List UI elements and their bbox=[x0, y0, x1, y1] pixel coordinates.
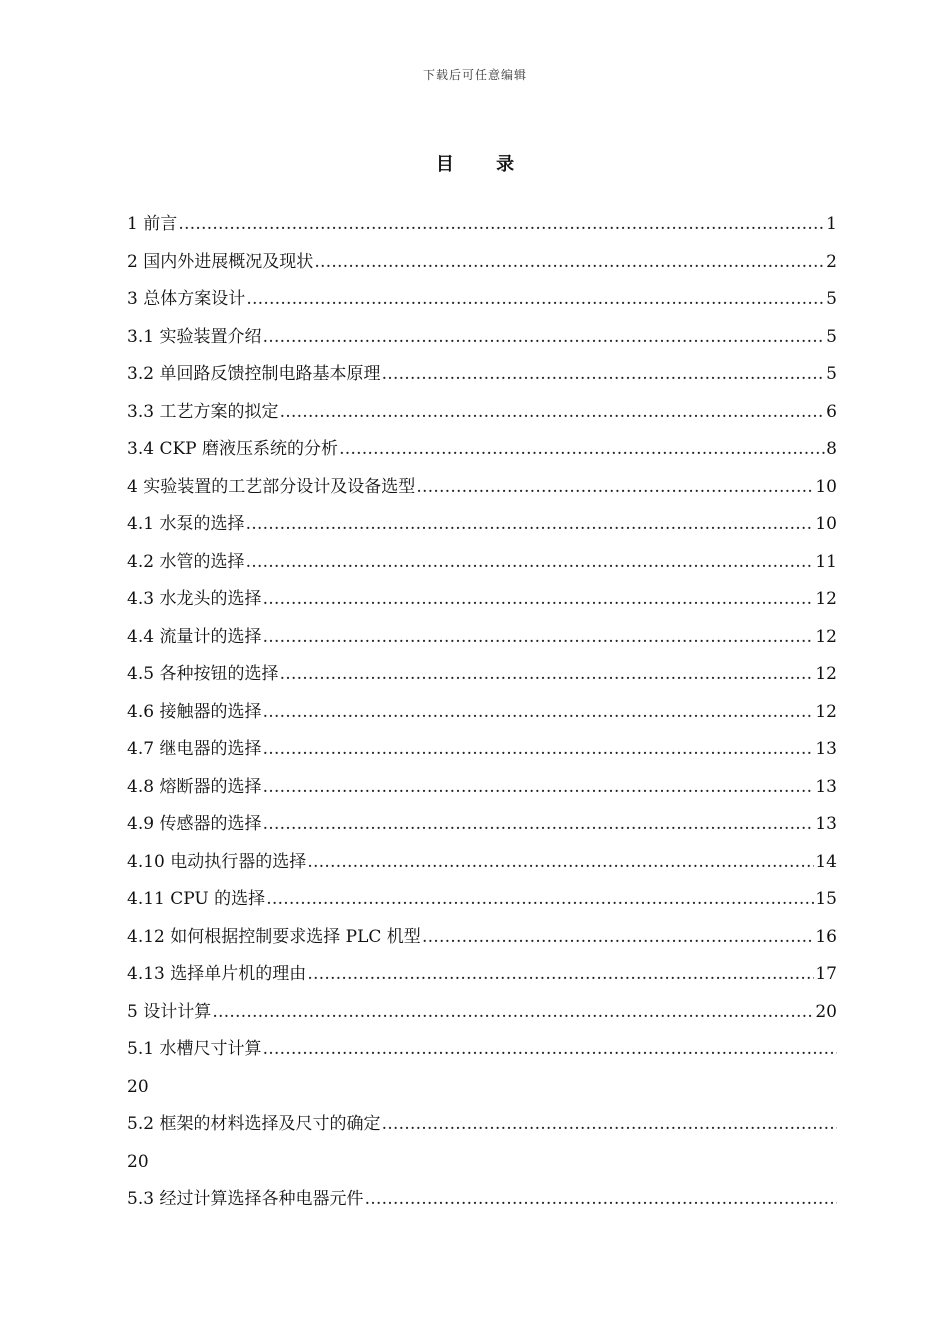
toc-entry[interactable] bbox=[127, 881, 837, 919]
toc-entry[interactable] bbox=[127, 919, 837, 957]
toc-entry-page: 20 bbox=[127, 1076, 149, 1097]
toc-entry[interactable] bbox=[127, 206, 837, 244]
toc-entry-page: 6 bbox=[826, 401, 837, 422]
toc-dot-leader bbox=[266, 881, 814, 919]
toc-entry-page: 2 bbox=[826, 251, 837, 272]
toc-entry-label: 4.10 电动执行器的选择 bbox=[127, 851, 307, 872]
toc-entry-page: 13 bbox=[815, 776, 837, 797]
toc-entry[interactable] bbox=[127, 281, 837, 319]
toc-entry-label: 4.5 各种按钮的选择 bbox=[127, 664, 279, 684]
toc-dot-leader bbox=[262, 619, 814, 657]
toc-entry-page: 11 bbox=[815, 551, 837, 572]
toc-dot-leader bbox=[262, 319, 825, 357]
toc-dot-leader bbox=[381, 1106, 837, 1144]
toc-entry-label: 4.4 流量计的选择 bbox=[127, 626, 262, 647]
toc-entry-page: 12 bbox=[815, 589, 837, 609]
toc-entry-page: 13 bbox=[815, 814, 837, 834]
toc-entry-page: 17 bbox=[815, 964, 837, 984]
toc-entry-label: 5.3 经过计算选择各种电器元件 bbox=[127, 1189, 364, 1209]
toc-entry-page: 12 bbox=[815, 664, 837, 684]
toc-entry-label: 4.2 水管的选择 bbox=[127, 551, 245, 572]
toc-dot-leader bbox=[307, 956, 814, 994]
toc-entry-page: 10 bbox=[815, 514, 837, 534]
toc-entry-label: 3.4 CKP 磨液压系统的分析 bbox=[127, 439, 338, 459]
toc-entry-label: 4.11 CPU 的选择 bbox=[127, 889, 266, 909]
toc-entry[interactable] bbox=[127, 544, 837, 582]
toc-entry[interactable] bbox=[127, 731, 837, 769]
toc-dot-leader bbox=[262, 806, 814, 844]
toc-entry[interactable] bbox=[127, 694, 837, 732]
toc-entry-page: 5 bbox=[826, 326, 837, 347]
toc-entry[interactable] bbox=[127, 1106, 837, 1144]
toc-entry[interactable] bbox=[127, 956, 837, 994]
toc-entry-label: 4.1 水泵的选择 bbox=[127, 514, 245, 534]
toc-entry-label: 5.1 水槽尺寸计算 bbox=[127, 1039, 262, 1059]
toc-dot-leader bbox=[339, 431, 825, 469]
toc-entry-label: 4.3 水龙头的选择 bbox=[127, 589, 262, 609]
header-note: 下载后可任意编辑 bbox=[422, 68, 527, 82]
toc-dot-leader bbox=[279, 394, 825, 432]
toc-dot-leader bbox=[262, 731, 814, 769]
toc-entry-page: 12 bbox=[815, 626, 837, 647]
toc-dot-leader bbox=[307, 844, 814, 882]
toc-dot-leader bbox=[364, 1181, 837, 1219]
toc-entry[interactable] bbox=[127, 356, 837, 394]
page-title: 目 录 bbox=[435, 154, 533, 175]
toc-dot-leader bbox=[262, 769, 814, 807]
toc-dot-leader bbox=[178, 206, 825, 244]
toc-entry-label: 3 总体方案设计 bbox=[127, 289, 246, 309]
toc-entry-label: 5 设计计算 bbox=[127, 1001, 212, 1022]
toc-entry-label: 4.6 接触器的选择 bbox=[127, 701, 262, 722]
toc-entry-label: 5.2 框架的材料选择及尺寸的确定 bbox=[127, 1114, 381, 1134]
toc-entry-label: 4.9 传感器的选择 bbox=[127, 814, 262, 834]
toc-entry-label: 4 实验装置的工艺部分设计及设备选型 bbox=[127, 476, 416, 497]
toc-dot-leader bbox=[422, 919, 815, 957]
toc-entry[interactable] bbox=[127, 1031, 837, 1069]
toc-entry-page: 13 bbox=[815, 739, 837, 759]
toc-entry[interactable] bbox=[127, 619, 837, 657]
toc-entry-label: 3.2 单回路反馈控制电路基本原理 bbox=[127, 364, 381, 384]
toc-entry[interactable] bbox=[127, 394, 837, 432]
toc-dot-leader bbox=[314, 244, 825, 282]
toc-dot-leader bbox=[279, 656, 814, 694]
toc-entry[interactable] bbox=[127, 244, 837, 282]
toc-entry-page: 12 bbox=[815, 701, 837, 722]
toc-entry-page: 5 bbox=[826, 289, 837, 309]
toc-dot-leader bbox=[245, 544, 814, 582]
toc-entry-page: 20 bbox=[127, 1151, 149, 1172]
toc-entry[interactable] bbox=[127, 581, 837, 619]
toc-entry[interactable] bbox=[127, 506, 837, 544]
toc-entry-page: 8 bbox=[826, 439, 837, 459]
toc-entry[interactable] bbox=[127, 844, 837, 882]
toc-entry[interactable] bbox=[127, 656, 837, 694]
toc-entry-page: 16 bbox=[815, 926, 837, 947]
toc-entry-page: 10 bbox=[815, 476, 837, 497]
toc-entry-page: 1 bbox=[826, 214, 837, 234]
toc-dot-leader bbox=[262, 694, 814, 732]
toc-dot-leader bbox=[416, 469, 814, 507]
toc-entry-label: 4.12 如何根据控制要求选择 PLC 机型 bbox=[127, 926, 421, 947]
toc-entry-label: 3.3 工艺方案的拟定 bbox=[127, 401, 279, 422]
toc-entry[interactable] bbox=[127, 431, 837, 469]
toc-entry[interactable] bbox=[127, 769, 837, 807]
toc-entry-page: 5 bbox=[826, 364, 837, 384]
toc-entry[interactable] bbox=[127, 806, 837, 844]
toc-dot-leader bbox=[262, 1031, 837, 1069]
toc-dot-leader bbox=[212, 994, 814, 1032]
toc-dot-leader bbox=[381, 356, 825, 394]
toc-entry-page: 14 bbox=[815, 851, 837, 872]
toc-entry-page: 15 bbox=[815, 889, 837, 909]
toc-entry-label: 2 国内外进展概况及现状 bbox=[127, 251, 314, 272]
toc-entry-label: 3.1 实验装置介绍 bbox=[127, 326, 262, 347]
toc-entry[interactable] bbox=[127, 1181, 837, 1219]
toc-entry[interactable] bbox=[127, 319, 837, 357]
toc-entry-label: 4.13 选择单片机的理由 bbox=[127, 964, 307, 984]
toc-entry-label: 4.7 继电器的选择 bbox=[127, 739, 262, 759]
toc-entry[interactable] bbox=[127, 469, 837, 507]
toc-entry-label: 4.8 熔断器的选择 bbox=[127, 776, 262, 797]
table-of-contents bbox=[127, 206, 837, 1219]
toc-entry-page: 20 bbox=[815, 1001, 837, 1022]
toc-dot-leader bbox=[245, 506, 814, 544]
toc-dot-leader bbox=[246, 281, 825, 319]
toc-entry-label: 1 前言 bbox=[127, 214, 178, 234]
toc-entry[interactable] bbox=[127, 994, 837, 1032]
toc-dot-leader bbox=[262, 581, 814, 619]
